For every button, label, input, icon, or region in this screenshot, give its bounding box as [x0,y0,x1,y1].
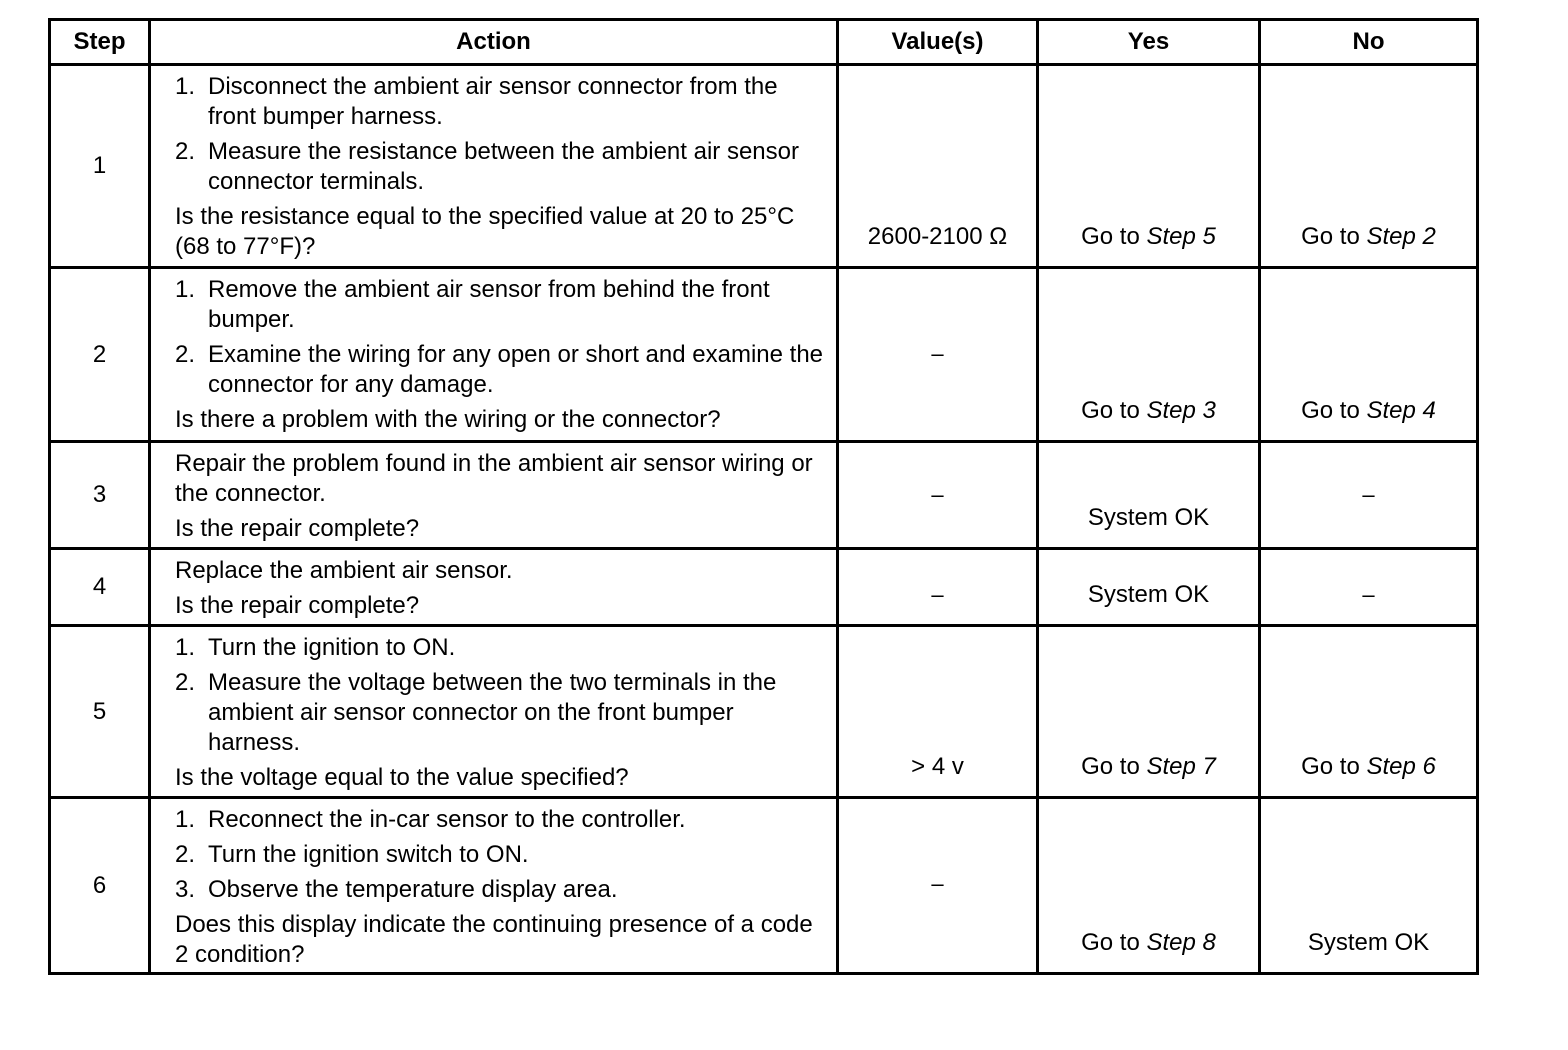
action-question: Is the repair complete? [175,592,420,619]
header-values: Value(s) [838,20,1038,65]
action-list [175,633,824,758]
list-item: 2. Turn the ignition switch to ON. [175,841,529,868]
yes-cell: Go to Step 7 [1038,626,1260,798]
action-cell [150,65,838,268]
list-item: 3. Observe the temperature display area. [175,876,618,903]
table-row [50,65,1478,268]
step-reference: Step 4 [1366,397,1436,424]
step-number: 4 [50,549,150,626]
step-reference: Step 5 [1146,223,1216,250]
header-yes: Yes [1038,20,1260,65]
value-cell: > 4 v [838,626,1038,798]
step-reference: Step 6 [1366,753,1436,780]
action-question: Is there a problem with the wiring or the connector? [175,406,721,433]
step-number: 3 [50,442,150,549]
list-item: 2. Examine the wiring for any open or short and examine the connector for any damage. [175,341,824,398]
step-number: 2 [50,268,150,442]
list-item: 1. Reconnect the in-car sensor to the controller. [175,806,686,833]
header-step: Step [50,20,150,65]
action-cell [150,268,838,442]
action-question: Does this display indicate the continuing presence of a code 2 condition? [175,911,813,968]
list-item: 2. Measure the resistance between the ambient air sensor connector terminals. [175,138,799,195]
step-reference: Step 3 [1146,397,1216,424]
table-row [50,442,1478,549]
action-question: Is the repair complete? [175,515,420,542]
list-item: 2. Measure the voltage between the two terminals in the ambient air sensor connector on the front bumper harness. [175,669,777,756]
value-cell: – [838,442,1038,549]
list-item: 1. Disconnect the ambient air sensor connector from the front bumper harness. [175,73,778,130]
step-number: 5 [50,626,150,798]
action-list [175,72,824,197]
action-question: Is the voltage equal to the value specified? [175,764,629,791]
value-cell: – [838,268,1038,442]
action-text: Replace the ambient air sensor. [175,557,513,584]
step-reference: Step 8 [1146,929,1216,956]
action-list [175,805,824,905]
step-number: 1 [50,65,150,268]
action-cell [150,798,838,974]
header-action: Action [150,20,838,65]
yes-cell: Go to Step 5 [1038,65,1260,268]
no-cell: – [1260,549,1478,626]
step-reference: Step 7 [1146,753,1216,780]
yes-cell: Go to Step 3 [1038,268,1260,442]
action-question: Is the resistance equal to the specified value at 20 to 25°C (68 to 77°F)? [175,203,795,260]
action-cell [150,549,838,626]
no-cell: Go to Step 6 [1260,626,1478,798]
action-list [175,275,824,400]
header-no: No [1260,20,1478,65]
no-cell: Go to Step 4 [1260,268,1478,442]
action-cell [150,442,838,549]
no-cell: System OK [1260,798,1478,974]
table-row [50,626,1478,798]
step-number: 6 [50,798,150,974]
value-cell: 2600-2100 Ω [838,65,1038,268]
yes-cell: System OK [1038,549,1260,626]
header-row [50,20,1478,65]
list-item: 1. Turn the ignition to ON. [175,634,456,661]
value-cell: – [838,798,1038,974]
table-row [50,549,1478,626]
action-text: Repair the problem found in the ambient air sensor wiring or the connector. [175,450,813,507]
value-cell: – [838,549,1038,626]
no-cell: – [1260,442,1478,549]
table-row [50,268,1478,442]
yes-cell: Go to Step 8 [1038,798,1260,974]
diagnostic-table [48,18,1479,975]
yes-cell: System OK [1038,442,1260,549]
action-cell [150,626,838,798]
list-item: 1. Remove the ambient air sensor from behind the front bumper. [175,276,770,333]
no-cell: Go to Step 2 [1260,65,1478,268]
step-reference: Step 2 [1366,223,1436,250]
table-row [50,798,1478,974]
